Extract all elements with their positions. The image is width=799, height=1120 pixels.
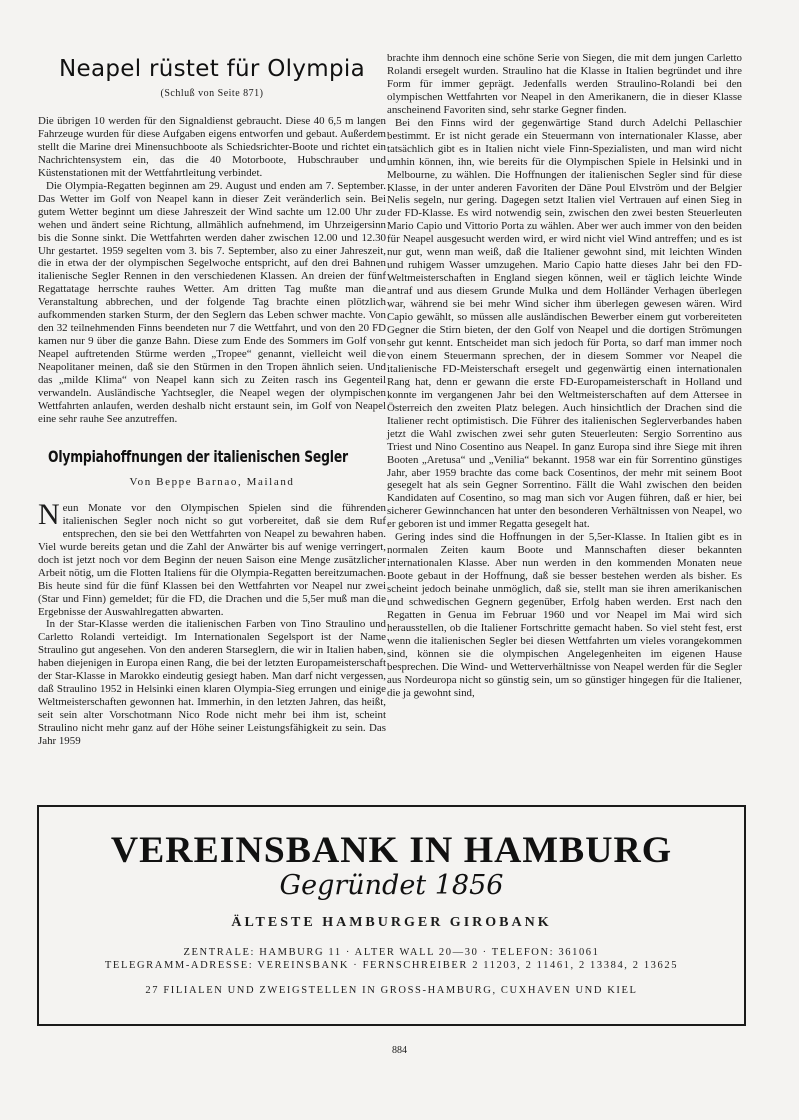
article1-title: Neapel rüstet für Olympia [59,56,365,82]
article2-title: Olympiahoffnungen der italienischen Segler [48,447,348,466]
bank-advertisement [37,805,746,1026]
founded-line: Gegründet 1856 [279,870,504,901]
article1-paragraph: Die Olympia-Regatten beginnen am 29. August und enden am 7. September. Das Wetter im Golf von Neapel kann in dieser Zeit veränderlich sein. Bei gutem Wetter beginnt um diese Jahreszeit der Wind sachte um 12.00 Uhr zu wehen und ändert seine Richtung, allmählich aufnehmend, im Uhrzeigersinn bis die Sonne sinkt. Die Wettfahrten werden daher zwischen 12.00 und 12.30 Uhr gestartet. 1959 segelten vom 3. bis 7. September, also zu einer Jahreszeit, die in etwa der der olympischen Segelwoche entspricht, auf den drei Bahnen italienische Segler Rennen in den verschiedenen Klassen. An dreien der fünf Regattatage herrschte rauhes Wetter. Am dritten Tag mußte man die Veranstaltung abbrechen, und der folgende Tag brachte einen plötzlich aufkommenden starken Sturm, der den Seglern das Leben schwer machte. Von den 32 teilnehmenden Finns beendeten nur 7 die Wettfahrt, und von den 20 FD kamen nur 9 über die ganze Bahn. Diese zum Ende des Sommers im Golf von Neapel auftretenden Stürme werden „Tropee“ genannt, vielleicht weil die Neapolitaner meinen, daß sie den Stürmen in den Tropen ähnlich seien. Und das „milde Klima“ von Neapel kann sich zu Zeiten rasch ins Gegenteil verwandeln. Ausländische Yachtsegler, die Neapel wegen der olympischen Wettfahrten anlaufen, werden deshalb nicht erstaunt sein, im Golf von Neapel eine sehr rauhe See anzutreffen. [38,179,386,425]
article2-paragraph: In der Star-Klasse werden die italienischen Farben von Tino Straulino und Carletto Rolandi verteidigt. Im Internationalen Segelsport ist der Name Straulino gut angesehen. Von den anderen Starseglern, die wir in Italien haben, haben diejenigen in Europa einen Rang, die bei der letzten Europameisterschaft der Star-Klasse in Marokko eindeutig gesiegt haben. Man darf nicht vergessen, daß Straulino 1952 in Helsinki einen klaren Olympia-Sieg errungen und einige Weltmeisterschaften gewonnen hat. Immerhin, in den letzten Jahren, das heißt, seit sein alter Vorschotmann Nico Rode nicht mehr bei ihm ist, scheint Straulino nicht mehr ganz auf der Höhe seiner Leistungsfähigkeit zu sein. Das Jahr 1959 [38,618,386,748]
address-line: ZENTRALE: HAMBURG 11 · ALTER WALL 20—30 · TELEFON: 361061 [183,947,600,958]
branches-line: 27 FILIALEN UND ZWEIGSTELLEN IN GROSS-HAMBURG, CUXHAVEN UND KIEL [145,985,638,996]
page-number: 884 [392,1045,407,1056]
right-column [387,52,742,700]
bank-tagline: ÄLTESTE HAMBURGER GIROBANK [231,915,552,930]
article2-paragraph: Neun Monate vor den Olympischen Spielen sind die führenden italienischen Segler noch nicht so gut vorbereitet, daß sie dem Ruf entsprechen, den sie bei den Wettfahrten von Neapel zu bewahren haben. Viel wurde bereits getan und die Zahl der Anwärter bis auf wenige verringert, doch ist jetzt noch vor dem Beginn der neuen Saison eine Menge zusätzlicher Arbeit nötig, um die Flotten Italiens für die Olympia-Regatten bereitzumachen. Bis heute sind für die fünf Klassen bei den Wettfahrten vor Neapel nur zwei (Star und Finn) gemeldet; für die FD, die Drachen und die 5,5er muß man die Ergebnisse der Auswahlregatten abwarten. [38,497,386,618]
telegram-line: TELEGRAMM-ADRESSE: VEREINSBANK · FERNSCHREIBER 2 11203, 2 11461, 2 13384, 2 13625 [104,960,679,971]
article2-paragraph: brachte ihm dennoch eine schöne Serie von Siegen, die mit dem jungen Carletto Rolandi ersegelt wurden. Straulino hat die Klasse in Italien begründet und ihre Form für immer geprägt. Jedenfalls werden Straulino-Rolandi bei den olympischen Wettfahrten vor Neapel in den Amerikanern, die in dieser Klasse anscheinend Favoriten sind, sehr starke Gegner finden. [387,52,742,116]
article1-paragraph: Die übrigen 10 werden für den Signaldienst gebraucht. Diese 40 6,5 m langen Fahrzeuge wurden für diese Aufgaben eigens entworfen und gebaut. Außerdem stellt die Marine drei Minensuchboote als Schiedsrichter-Boote und richtet ein Nachrichtensystem ein, das die 40 Motorboote, Hubschrauber und Küstenstationen mit der Wettfahrtleitung verbindet. [38,115,386,179]
article2-byline: Von Beppe Barnao, Mailand [129,475,295,488]
article2-paragraph: Gering indes sind die Hoffnungen in der 5,5er-Klasse. In Italien gibt es in normalen Zeiten kaum Boote und Mannschaften dieser bekannten internationalen Klasse. Aber nun werden in den kommenden Monaten neue Boote gebaut in der Hoffnung, daß sie besser bestehen werden als bisher. Es scheint jedoch beinahe unmöglich, daß sie, stellt man sie ihren amerikanischen und schwedischen Gegnern gegenüber, Erfolg haben werden. Erst nach den Regatten in Genua im Februar 1960 und vor Neapel im Mai wird sich herausstellen, ob die Italiener Fortschritte gemacht haben. So viel steht fest, erst wenn die italienischen Segler bei diesen Wettfahrten um vieles vorangekommen sind, können sie die olympischen Angelegenheiten im eigenen Hause besprechen. Die Wind- und Wetterverhältnisse von Neapel werden für die Segler aus Nordeuropa nicht so günstig sein, um so günstiger hingegen für die Italiener, die ja gewohnt sind, [387,531,742,699]
drop-cap: N [38,497,60,531]
left-column [38,52,386,748]
continued-note: (Schluß von Seite 871) [160,88,264,99]
article2-paragraph: Bei den Finns wird der gegenwärtige Stand durch Adelchi Pellaschier bestimmt. Er ist nicht gerade ein Steuermann von internationaler Klasse, aber tatsächlich gibt es in Italien nicht viele Finn-Spezialisten, und man wird nicht umhin können, ihn, wie bereits für die Olympischen Spiele in Helsinki und in Melbourne, zu wählen. Die Hoffnungen der italienischen Segler sind für diese Klasse, in der unter anderen Favoriten der Däne Poul Elvström und der Belgier Nelis segeln, nur gering. Dagegen setzt Italien viel Vertrauen auf einen Sieg in der FD-Klasse. Es wird notwendig sein, zwischen den zwei besten Steuerleuten Mario Capio und Vittorio Porta zu wählen. Aber wer auch immer von den beiden für Neapel ausgesucht werden wird, er wird nicht viel Wind antreffen; und es ist nur gut, wenn man weiß, daß die Italiener gewohnt sind, mit leichten Winden und ruhigem Wasser umzugehen. Mario Capio hatte dieses Jahr bei den FD-Weltmeisterschaften in England siegen können, weil er täglich leichte Winde antraf und aus diesem Grunde Mulka und dem Holländer Verhagen überlegen war, während sie bei mehr Wind sicher ihm überlegen gewesen wären. Wird Capio gewählt, so müssen alle ausländischen Bewerber einem gut vorbereiteten Gegner die Stirn bieten, der den Golf von Neapel und die dortigen Strömungen sehr gut kennt. Entscheidet man sich jedoch für Porta, so darf man immer noch von einem Steuermann sprechen, der in diesem Sommer vor Neapel die italienische FD-Meisterschaft ersegelt und gegenwärtig einen internationalen Rang hat, denn er gewann die erste FD-Europameisterschaft in Holland und konnte im vergangenen Jahr bei den Weltmeisterschaften auf dem Attersee in Österreich den zweiten Platz belegen. Auch hinsichtlich der Drachen sind die Italiener recht optimistisch. Die Führer des italienischen Seglerverbandes haben jetzt die Wahl zwischen zwei sehr guten Steuerleuten: Sergio Sorrentino aus Triest und Nino Cosentino aus Neapel. In ganz Europa sind ihre Siege mit ihren Booten „Aretusa“ und „Venilia“ bekannt. 1958 war ein für Sorrentino günstiges Jahr, aber 1959 brachte das come back Cosentinos, der mehr mit seinem Boot gesegelt hat als sein Gegner Sorrentino. Fällt die Wahl zwischen den beiden Kandidaten auf Cosentino, so mag man sich vor Augen führen, daß er hier, bei sicherer Gewinnchancen hat unter den besonderen Verhältnissen von Neapel, wo er geboren ist und immer Regatta gesegelt hat. [387,116,742,531]
bank-name: VEREINSBANK IN HAMBURG [110,830,673,871]
